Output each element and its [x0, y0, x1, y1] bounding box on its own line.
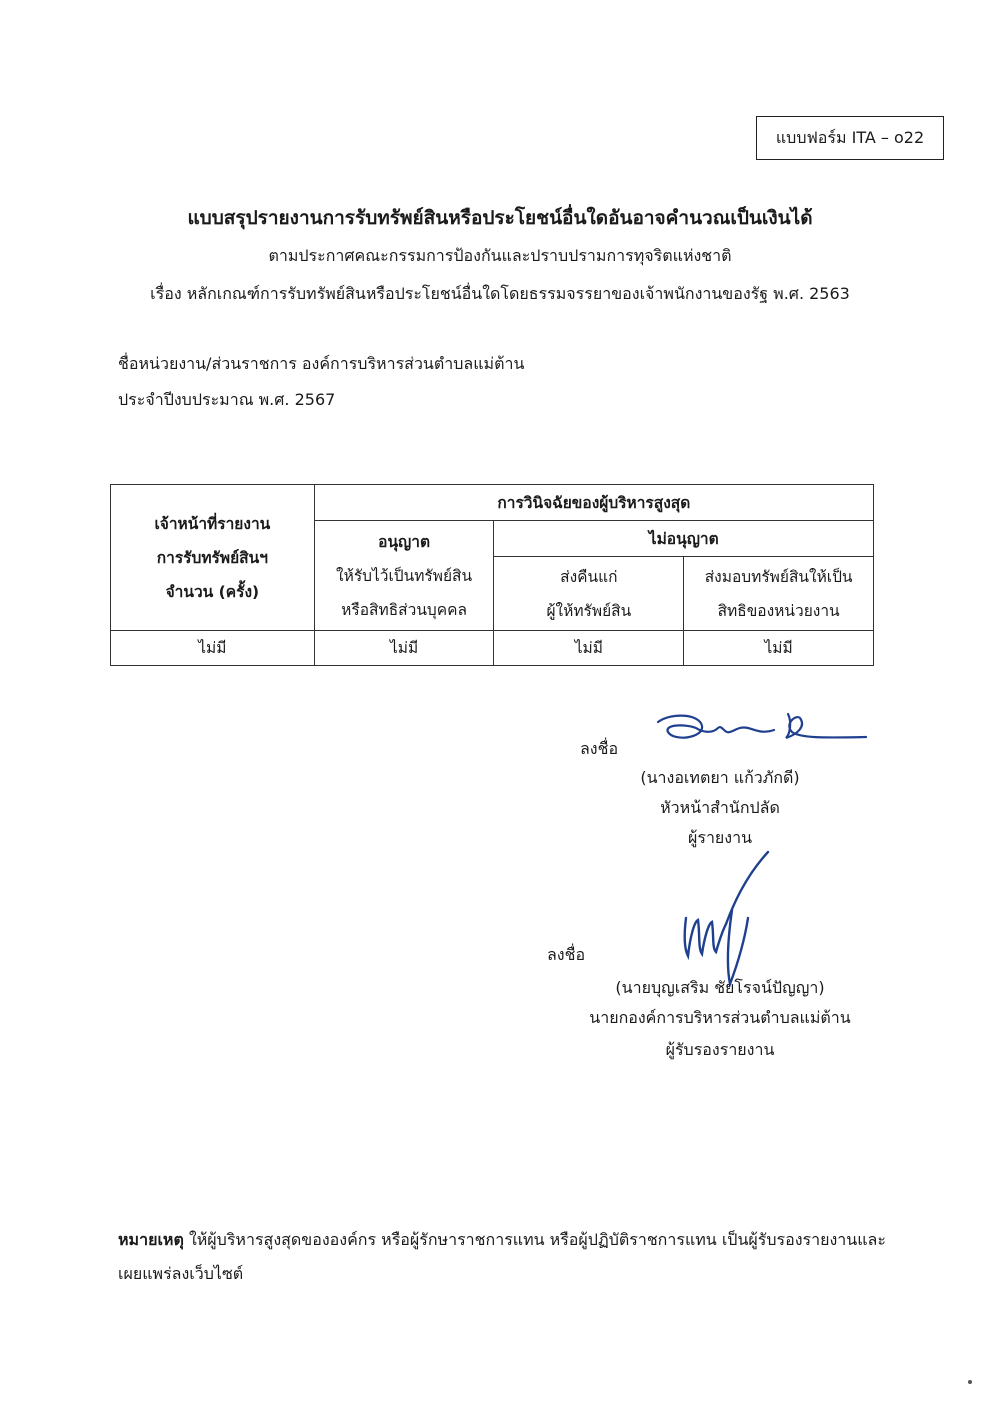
note-label: หมายเหตุ — [118, 1230, 184, 1249]
signer-1-role: ผู้รายงาน — [687, 828, 753, 847]
permit-sub-line-1: ให้รับไว้เป็นทรัพย์สิน — [336, 566, 473, 585]
permit-sub-line-2: หรือสิทธิส่วนบุคคล — [341, 600, 467, 619]
table-cell-return: ไม่มี — [494, 631, 684, 666]
document-subtitle-2: เรื่อง หลักเกณฑ์การรับทรัพย์สินหรือประโยชน์อื่นใดโดยธรรมจรรยาของเจ้าพนักงานของรัฐ พ.ศ. 2563 — [150, 284, 850, 303]
signer-1-name: (นางอเทตยา แก้วภักดี) — [640, 768, 800, 787]
form-code: แบบฟอร์ม ITA – o22 — [775, 127, 925, 147]
note-section — [118, 1223, 898, 1291]
table-row — [111, 631, 874, 666]
transfer-header-line-1: ส่งมอบทรัพย์สินให้เป็น — [704, 567, 853, 586]
signer-2-position: นายกองค์การบริหารส่วนตำบลแม่ต้าน — [589, 1008, 851, 1027]
return-header-cell — [494, 557, 684, 631]
table-cell-permit: ไม่มี — [314, 631, 494, 666]
gift-report-table — [110, 484, 874, 666]
signer-2-name: (นายบุญเสริม ชัยโรจน์ปัญญา) — [615, 978, 825, 997]
signer-2-role: ผู้รับรองรายงาน — [665, 1040, 775, 1059]
return-header-line-2: ผู้ให้ทรัพย์สิน — [546, 601, 632, 620]
fiscal-year-line: ประจำปีงบประมาณ พ.ศ. 2567 — [118, 390, 336, 409]
permit-header-cell — [314, 521, 494, 631]
reporter-header-line-3: จำนวน (ครั้ง) — [165, 582, 260, 601]
agency-line: ชื่อหน่วยงาน/ส่วนราชการ องค์การบริหารส่วนตำบลแม่ต้าน — [118, 354, 525, 373]
document-title: แบบสรุปรายงานการรับทรัพย์สินหรือประโยชน์อื่นใดอันอาจคำนวณเป็นเงินได้ — [187, 207, 813, 229]
transfer-header-cell — [684, 557, 874, 631]
signature-1-icon — [652, 704, 872, 756]
scan-dot — [968, 1380, 972, 1384]
table-cell-count: ไม่มี — [111, 631, 315, 666]
document-subtitle-1: ตามประกาศคณะกรรมการป้องกันและปราบปรามการทุจริตแห่งชาติ — [268, 246, 732, 265]
reporter-header-line-2: การรับทรัพย์สินฯ — [156, 548, 268, 567]
permit-header: อนุญาต — [378, 532, 431, 551]
signature-2-icon — [672, 848, 782, 988]
table-cell-transfer: ไม่มี — [684, 631, 874, 666]
form-code-box — [756, 116, 944, 160]
deny-header: ไม่อนุญาต — [494, 521, 874, 557]
signer-1-label: ลงชื่อ — [580, 739, 619, 758]
reporter-header-line-1: เจ้าหน้าที่รายงาน — [154, 514, 271, 533]
transfer-header-line-2: สิทธิของหน่วยงาน — [717, 601, 840, 620]
decision-header: การวินิจฉัยของผู้บริหารสูงสุด — [314, 485, 873, 521]
signer-2-label: ลงชื่อ — [547, 945, 586, 964]
return-header-line-1: ส่งคืนแก่ — [560, 567, 618, 586]
signer-1-position: หัวหน้าสำนักปลัด — [660, 798, 780, 817]
note-text: ให้ผู้บริหารสูงสุดขององค์กร หรือผู้รักษาราชการแทน หรือผู้ปฏิบัติราชการแทน เป็นผู้รับรองรายงานและเผยแพร่ลงเว็บไซต์ — [118, 1230, 886, 1283]
reporter-count-header — [111, 485, 315, 631]
